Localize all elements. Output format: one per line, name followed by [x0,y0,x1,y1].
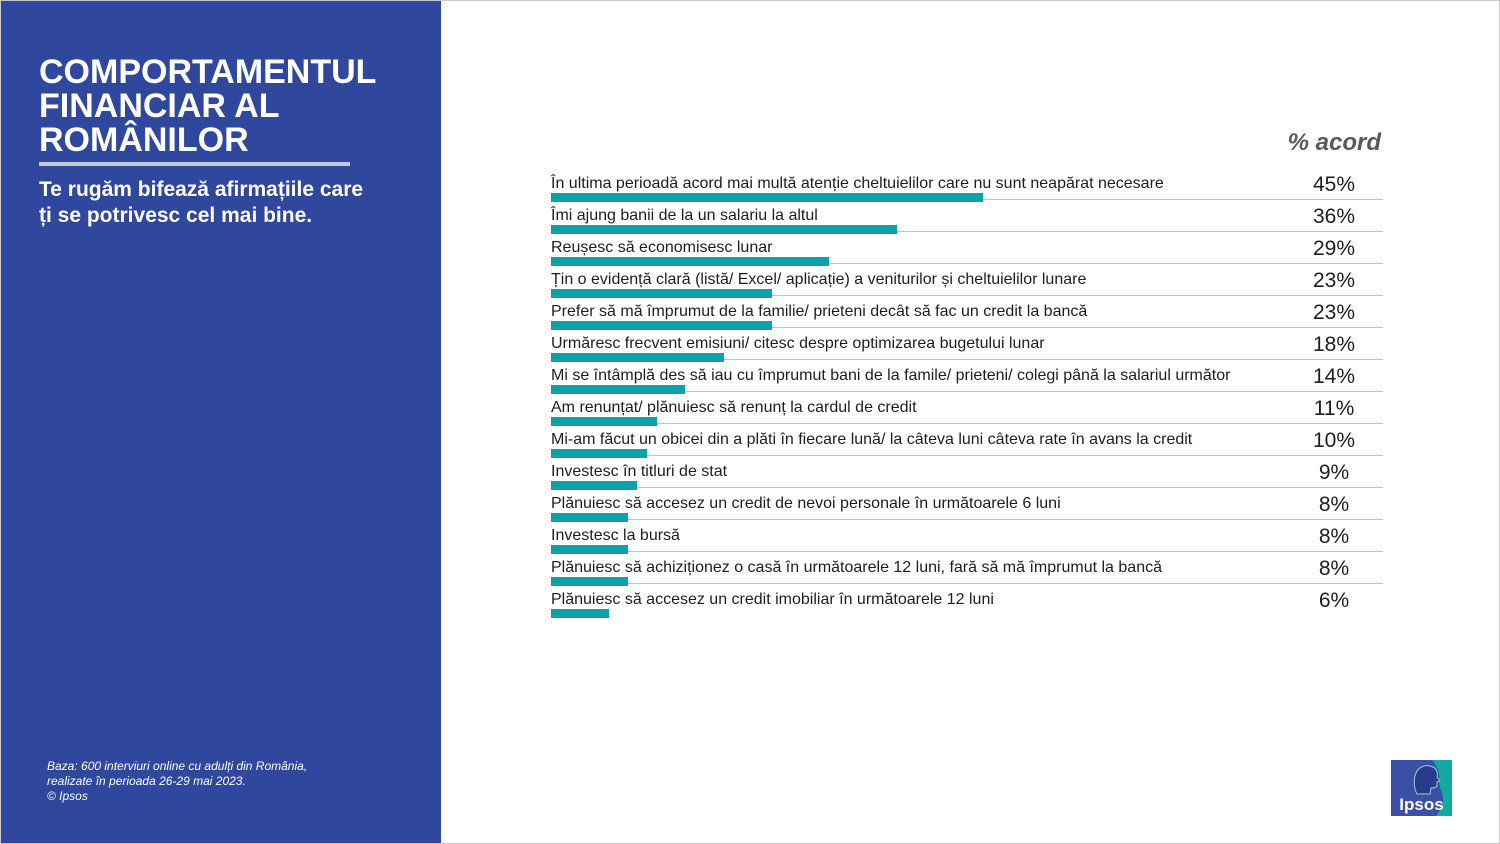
bar-label: Reușesc să economisesc lunar [551,239,773,256]
bar-label: Plănuiesc să accesez un credit imobiliar în următoarele 12 luni [551,591,994,608]
chart-row [551,168,1391,200]
bar-label: Îmi ajung banii de la un salariu la altul [551,207,818,224]
chart-row [551,552,1391,584]
value-number: 23 [1312,269,1337,292]
ipsos-logo [1391,760,1452,816]
bar-label: Mi se întâmplă des să iau cu împrumut bani de la famile/ prieteni/ colegi până la salariul următor [551,367,1231,384]
chart-row [551,296,1391,328]
chart-row [551,456,1391,488]
bar-chart [551,168,1391,620]
value-number: 29 [1312,237,1337,260]
value-label [1284,270,1384,291]
value-number: 14 [1312,365,1337,388]
bar-label: Investesc în titluri de stat [551,463,728,480]
chart-row [551,200,1391,232]
value-number: 8 [1318,525,1331,548]
value-number: 23 [1312,301,1337,324]
value-number: 10 [1312,429,1337,452]
bar-label: Investesc la bursă [551,527,680,544]
title-rule [39,162,350,166]
value-label [1284,174,1384,195]
bar [551,609,609,618]
value-number: 8 [1318,557,1331,580]
value-number: 18 [1312,333,1337,356]
value-number: 8 [1318,493,1331,516]
bar-label: Urmăresc frecvent emisiuni/ citesc despre optimizarea bugetului lunar [551,335,1045,352]
value-unit: % [1336,205,1356,228]
value-unit: % [1336,237,1356,260]
value-unit: % [1336,301,1356,324]
value-label [1284,366,1384,387]
value-unit: % [1330,493,1350,516]
value-label [1284,206,1384,227]
chart-row [551,264,1391,296]
chart-row [551,360,1391,392]
chart-row [551,520,1391,552]
value-number: 6 [1318,589,1331,612]
chart-row [551,328,1391,360]
value-unit: % [1336,365,1356,388]
value-label [1284,494,1384,515]
value-number: 11 [1313,397,1336,420]
footnote-line: © Ipsos [47,789,88,803]
value-unit: % [1336,429,1356,452]
value-label [1284,526,1384,547]
value-label [1284,590,1384,611]
value-label [1284,558,1384,579]
value-header: % acord [1287,129,1381,156]
value-unit: % [1330,589,1350,612]
bar-label: Mi-am făcut un obicei din a plăti în fiecare lună/ la câteva luni câteva rate în avans la credit [551,431,1193,448]
value-unit: % [1336,333,1356,356]
value-number: 45 [1312,173,1337,196]
value-unit: % [1330,525,1350,548]
chart-row [551,232,1391,264]
bar-label: Plănuiesc să achiziționez o casă în următoarele 12 luni, fară să mă împrumut la bancă [551,559,1162,576]
footnote [47,759,417,804]
footnote-line: Baza: 600 interviuri online cu adulți din România, [47,759,308,773]
value-number: 9 [1318,461,1331,484]
chart-row [551,424,1391,456]
value-label [1284,430,1384,451]
value-label [1284,302,1384,323]
value-unit: % [1335,397,1355,420]
bar-label: Țin o evidență clară (listă/ Excel/ aplicație) a veniturilor și cheltuielilor lunare [551,271,1087,288]
left-panel [1,1,441,843]
value-label [1284,238,1384,259]
bar-label: În ultima perioadă acord mai multă atenție cheltuielilor care nu sunt neapărat necesare [551,175,1164,192]
footnote-line: realizate în perioada 26-29 mai 2023. [47,774,246,788]
value-label [1284,334,1384,355]
chart-row [551,392,1391,424]
value-label [1284,462,1384,483]
bar-label: Prefer să mă împrumut de la familie/ prieteni decât să fac un credit la bancă [551,303,1088,320]
value-unit: % [1330,557,1350,580]
question-text: Te rugăm bifează afirmațiile care ți se potrivesc cel mai bine. [39,178,364,227]
chart-row [551,488,1391,520]
bar-label: Am renunțat/ plănuiesc să renunț la cardul de credit [551,399,917,416]
value-unit: % [1336,269,1356,292]
value-label [1284,398,1384,419]
chart-row [551,584,1391,616]
logo-text: Ipsos [1399,795,1444,814]
value-unit: % [1330,461,1350,484]
bar-label: Plănuiesc să accesez un credit de nevoi personale în următoarele 6 luni [551,495,1061,512]
page-title: COMPORTAMENTUL FINANCIAR AL ROMÂNILOR [39,53,376,159]
value-unit: % [1336,173,1356,196]
value-number: 36 [1312,205,1337,228]
